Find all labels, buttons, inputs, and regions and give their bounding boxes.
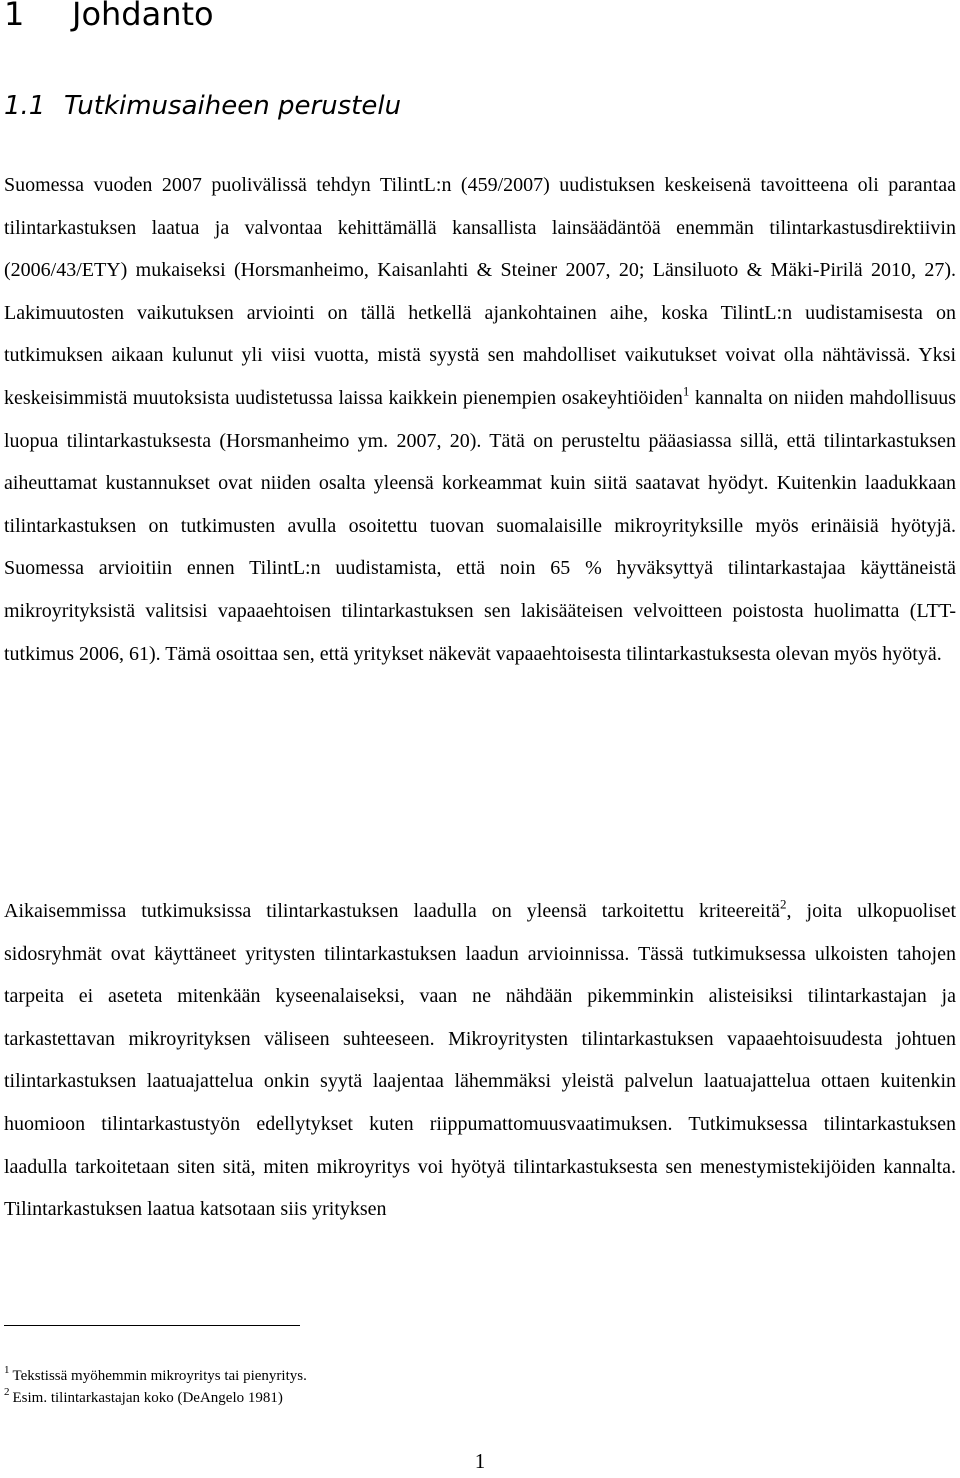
- footnote-2-text: Esim. tilintarkastajan koko (DeAngelo 1981): [12, 1390, 283, 1406]
- chapter-heading: [4, 0, 214, 36]
- body-paragraph-2: [4, 890, 956, 1231]
- footnote-2-marker: 2: [4, 1386, 10, 1399]
- paragraph-2-text-a: Aikaisemmissa tutkimuksissa tilintarkastuksen laadulla on yleensä tarkoitettu kriteereitä: [4, 900, 781, 922]
- footnote-1-marker: 1: [4, 1364, 10, 1377]
- section-number: 1.1: [4, 91, 46, 121]
- footnote-1-text: Tekstissä myöhemmin mikroyritys tai pienyritys.: [12, 1368, 307, 1384]
- footnote-1: [4, 1366, 307, 1386]
- footnote-2: [4, 1388, 283, 1408]
- footnote-ref-1: 1: [682, 383, 690, 399]
- chapter-number: 1: [4, 0, 25, 33]
- page-number: 1: [474, 1449, 486, 1473]
- body-paragraph-1: [4, 164, 956, 675]
- section-heading: [4, 86, 401, 126]
- paragraph-1-text-a: Suomessa vuoden 2007 puolivälissä tehdyn TilintL:n (459/2007) uudistuksen keskeisenä tavoitteena oli parantaa tilintarkastuksen laatua ja valvontaa kehittämällä kansallista lainsäädäntöä enemmän tilintarkastusdirektiivin (2006/43/ETY) mukaiseksi (Horsmanheimo, Kaisanlahti & Steiner 2007, 20; Länsiluoto & Mäki-Pirilä 2010, 27). Lakimuutosten vaikutuksen arviointi on tällä hetkellä ajankohtainen aihe, koska TilintL:n uudistamisesta on tutkimuksen aikaan kulunut yli viisi vuotta, mistä syystä sen mahdolliset vaikutukset voivat olla nähtävissä. Yksi keskeisimmistä muutoksista uudistetussa laissa kaikkein pienempien osakeyhtiöiden: [4, 174, 956, 409]
- section-title: Tutkimusaiheen perustelu: [64, 91, 402, 121]
- paragraph-1-text-b: kannalta on niiden mahdollisuus luopua tilintarkastuksesta (Horsmanheimo ym. 2007, 20). Tätä on perusteltu pääasiassa sillä, että tilintarkastuksen aiheuttamat kustannukset ovat niiden osalta yleensä korkeammat kuin siitä saatavat hyödyt. Kuitenkin laadukkaan tilintarkastuksen on tutkimusten avulla osoitettu tuovan suomalaisille mikroyrityksille myös erinäisiä hyötyjä. Suomessa arvioitiin ennen TilintL:n uudistamista, että noin 65 % hyväksyttyä tilintarkastajaa käyttäneistä mikroyrityksistä valitsisi vapaaehtoisen tilintarkastuksen sen lakisääteisen velvoitteen poistosta huolimatta (LTT-tutkimus 2006, 61). Tämä osoittaa sen, että yritykset näkevät vapaaehtoisesta tilintarkastuksesta olevan myös hyötyä.: [4, 386, 957, 665]
- chapter-title: Johdanto: [72, 0, 214, 33]
- footnote-separator: [4, 1325, 300, 1326]
- footnote-ref-2: 2: [780, 896, 787, 912]
- paragraph-2-text-b: , joita ulkopuoliset sidosryhmät ovat käyttäneet yritysten tilintarkastuksen laadun arvioinnissa. Tässä tutkimuksessa ulkoisten tahojen tarpeita ei aseteta mitenkään kyseenalaiseksi, vaan ne nähdään pikemminkin alisteisiksi tilintarkastajan ja tarkastettavan mikroyrityksen väliseen suhteeseen. Mikroyritysten tilintarkastuksen vapaaehtoisuudesta johtuen tilintarkastuksen laatuajattelua onkin syytä laajentaa lähemmäksi yleistä palvelun laatuajattelua ottaen kuitenkin huomioon tilintarkastustyön edellytykset kuten riippumattomuusvaatimuksen. Tutkimuksessa tilintarkastuksen laadulla tarkoitetaan siten sitä, miten mikroyritys voi hyötyä tilintarkastuksesta sen menestymistekijöiden kannalta. Tilintarkastuksen laatua katsotaan siis yrityksen: [4, 900, 957, 1221]
